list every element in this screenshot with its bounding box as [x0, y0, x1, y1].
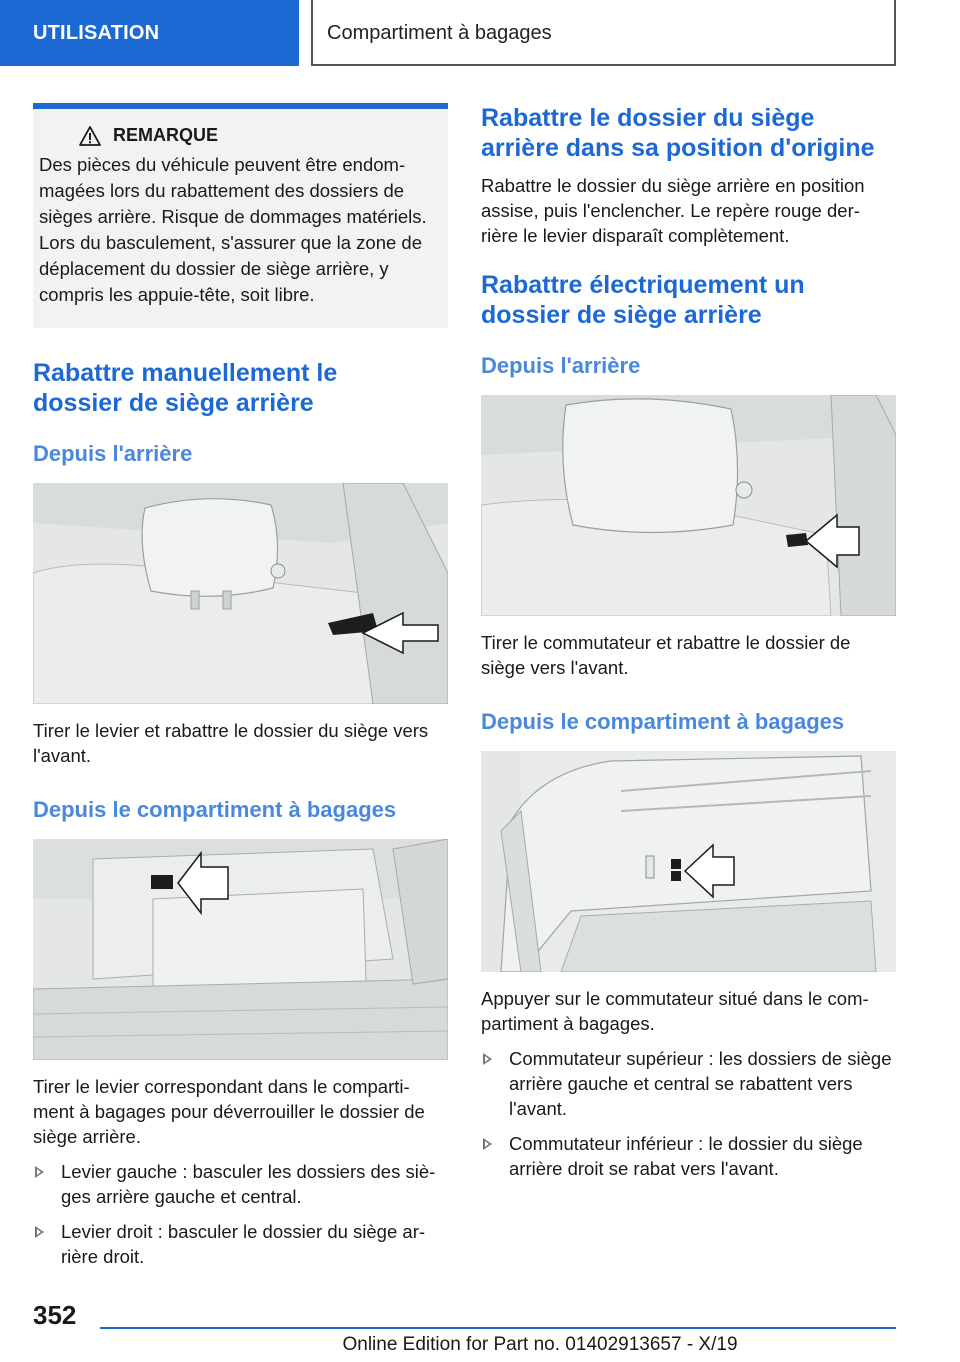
caption-trunk-lever: Tirer le levier correspondant dans le comparti-ment à bagages pour déverrouiller le dossier de siège arrière. [33, 1076, 425, 1147]
subheading-from-trunk: Depuis le compartiment à bagages [33, 797, 397, 822]
right-column [481, 103, 896, 1191]
switch-bullet-list [481, 1046, 896, 1181]
list-item: Commutateur supérieur : les dossiers de siège arrière gauche et central se rabattent vers l'avant. [481, 1046, 896, 1121]
bullet-triangle-icon [483, 1138, 492, 1150]
warning-box [33, 103, 448, 328]
warning-triangle-icon [79, 126, 101, 146]
warning-title: REMARQUE [113, 125, 219, 145]
page-header [0, 0, 960, 66]
figure-rear-switch [481, 395, 896, 616]
figure-rear-seat-lever [33, 483, 448, 704]
subheading-electric-from-rear: Depuis l'arrière [481, 353, 641, 378]
figure-trunk-lever [33, 839, 448, 1060]
page-number: 352 [33, 1300, 77, 1330]
caption-rear-switch: Tirer le commutateur et rabattre le dossier de siège vers l'avant. [481, 632, 851, 678]
bullet-triangle-icon [35, 1226, 44, 1238]
footer-edition: Online Edition for Part no. 01402913657 - X/19 [342, 1334, 738, 1355]
left-column [33, 103, 448, 1279]
section-tab: UTILISATION [0, 0, 299, 66]
subheading-electric-from-trunk: Depuis le compartiment à bagages [481, 709, 845, 734]
section-heading-manual: Rabattre manuellement le dossier de siège arrière [33, 359, 338, 417]
subheading-from-rear: Depuis l'arrière [33, 441, 193, 466]
list-item: Levier droit : basculer le dossier du siège ar-rière droit. [33, 1219, 448, 1269]
bullet-triangle-icon [483, 1053, 492, 1065]
caption-rear-lever: Tirer le levier et rabattre le dossier du siège vers l'avant. [33, 720, 429, 766]
caption-trunk-switch: Appuyer sur le commutateur situé dans le com-partiment à bagages. [481, 988, 869, 1034]
figure-trunk-switch [481, 751, 896, 972]
chapter-title: Compartiment à bagages [311, 0, 896, 66]
restore-paragraph: Rabattre le dossier du siège arrière en position assise, puis l'enclencher. Le repère rouge der-rière le levier disparaît complètement. [481, 175, 865, 246]
bullet-triangle-icon [35, 1166, 44, 1178]
footer-rule [100, 1327, 896, 1329]
list-item: Levier gauche : basculer les dossiers des siè-ges arrière gauche et central. [33, 1159, 448, 1209]
section-heading-electric: Rabattre électriquement un dossier de siège arrière [481, 271, 805, 329]
warning-text: Des pièces du véhicule peuvent être endom-magées lors du rabattement des dossiers de sièges arrière. Risque de dommages matériels. Lors du basculement, s'assurer que la zone de déplacement du dossier de siège arrière, y compris les appuie-tête, soit libre. [39, 154, 427, 305]
lever-bullet-list [33, 1159, 448, 1269]
section-heading-restore: Rabattre le dossier du siège arrière dans sa position d'origine [481, 104, 875, 162]
list-item: Commutateur inférieur : le dossier du siège arrière droit se rabat vers l'avant. [481, 1131, 896, 1181]
